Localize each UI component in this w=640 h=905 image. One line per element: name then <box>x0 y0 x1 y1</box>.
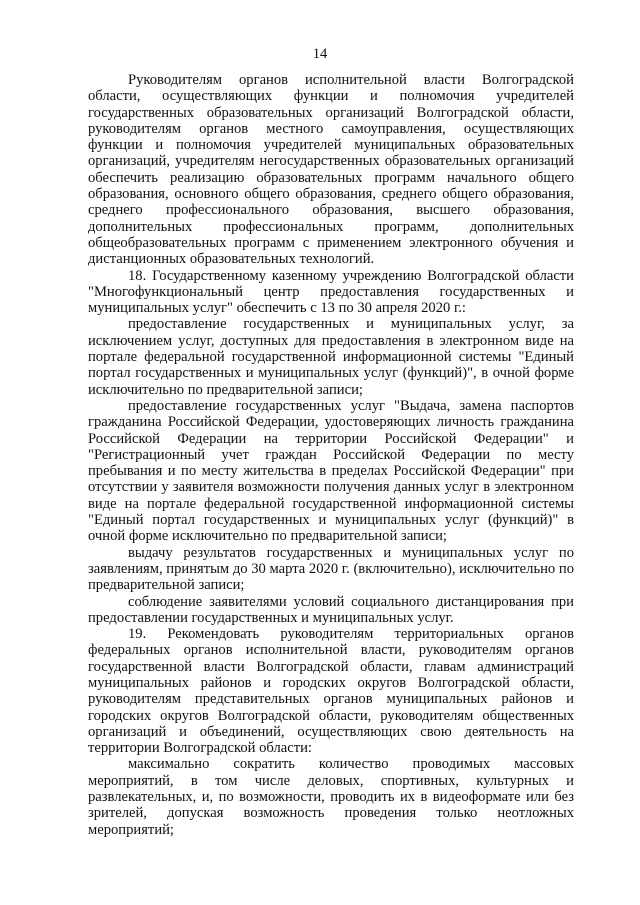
paragraph-education-programs: Руководителям органов исполнительной власти Волгоградской области, осуществляющих функции и полномочия учредителей государственных образовательных организаций Волгоградской области, руководителям органов местного самоуправления, осуществляющих функции и полномочия учредителей муниципальных образовательных организаций, учредителям негосударственных образовательных организаций обеспечить реализацию образовательных программ начального общего образования, основного общего образования, среднего общего образования, среднего профессионального образования, высшего образования, дополнительных профессиональных программ, дополнительных общеобразовательных программ с применением электронного обучения и дистанционных образовательных технологий. <box>88 72 574 268</box>
paragraph-results-issuance: выдачу результатов государственных и муниципальных услуг по заявлениям, принятым до 30 марта 2020 г. (включительно), исключительно по предварительной записи; <box>88 544 574 594</box>
paragraph-19-recommendation: 19. Рекомендовать руководителям территориальных органов федеральных органов исполнительной власти, руководителям органов государственной власти Волгоградской области, главам администраций муниципальных районов и городских округов Волгоградской области, руководителям представительных органов муниципальных районов и городских округов Волгоградской области, руководителям общественных организаций и объединений, осуществляющих свою деятельность на территории Волгоградской области: <box>88 626 574 757</box>
paragraph-social-distancing: соблюдение заявителями условий социального дистанцирования при предоставлении государственных и муниципальных услуг. <box>88 593 574 626</box>
paragraph-services-by-appointment: предоставление государственных и муниципальных услуг, за исключением услуг, доступных для предоставления в электронном виде на портале федеральной государственной информационной системы "Единый портал государственных и муниципальных услуг (функций)", в очной форме исключительно по предварительной записи; <box>88 316 574 398</box>
paragraph-passport-services: предоставление государственных услуг "Выдача, замена паспортов гражданина Российской Федерации, удостоверяющих личность гражданина Российской Федерации на территории Российской Федерации" и "Регистрационный учет граждан Российской Федерации по месту пребывания и по месту жительства в пределах Российской Федерации" при отсутствии у заявителя возможности получения данных услуг в электронном виде на портале федеральной государственной информационной системы "Единый портал государственных и муниципальных услуг (функций)" в очной форме исключительно по предварительной записи; <box>88 397 574 545</box>
paragraph-mass-events: максимально сократить количество проводимых массовых мероприятий, в том числе деловых, спортивных, культурных и развлекательных, и, по возможности, проводить их в видеоформате или без зрителей, допуская возможность проведения только неотложных мероприятий; <box>88 756 574 838</box>
document-body <box>88 72 574 838</box>
page-number: 14 <box>312 46 328 62</box>
paragraph-18-mfc: 18. Государственному казенному учреждению Волгоградской области "Многофункциональный центр предоставления государственных и муниципальных услуг" обеспечить с 13 по 30 апреля 2020 г.: <box>88 267 574 317</box>
